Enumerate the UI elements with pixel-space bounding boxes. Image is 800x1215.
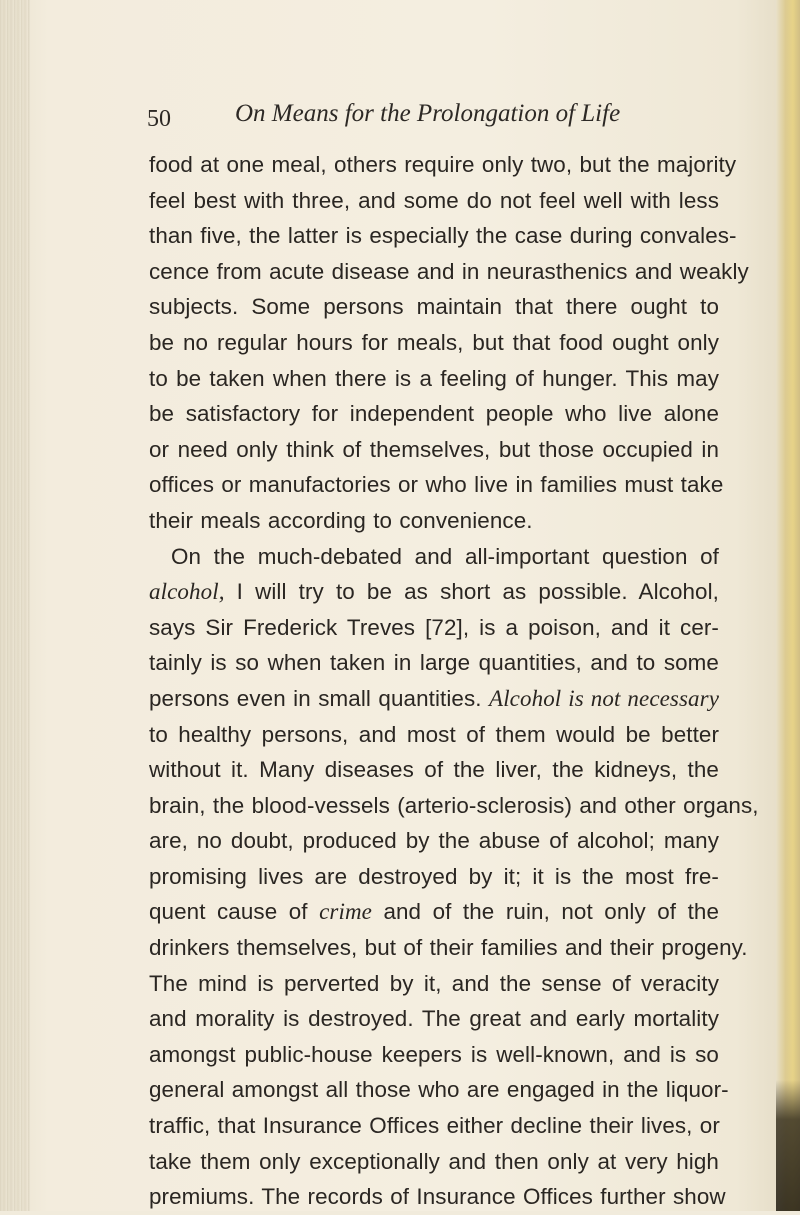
text-line: offices or manufactories or who live in families must take	[149, 472, 724, 498]
text-span: persons even in small quantities.	[149, 685, 482, 711]
italic-word: alcohol,	[149, 579, 225, 605]
text-line: feel best with three, and some do not feel well with less	[149, 187, 719, 213]
italic-phrase: Alcohol is not necessary	[489, 685, 719, 711]
text-line	[149, 681, 719, 717]
page-edge	[776, 0, 800, 1211]
text-line: and morality is destroyed. The great and early mortality	[149, 1006, 719, 1032]
text-line: take them only exceptionally and then only at very high	[149, 1148, 719, 1174]
text-line: tainly is so when taken in large quantities, and to some	[149, 650, 719, 676]
text-line: On the much-debated and all-important question of	[171, 543, 719, 569]
running-head	[147, 100, 727, 140]
text-span: and of the ruin, not only of the	[383, 899, 719, 925]
text-line: than five, the latter is especially the case during convales-	[149, 223, 737, 249]
text-line: to healthy persons, and most of them would be better	[149, 721, 719, 747]
text-line: are, no doubt, produced by the abuse of alcohol; many	[149, 828, 719, 854]
text-span: quent cause of	[149, 899, 308, 925]
body-text	[149, 147, 759, 1215]
text-line	[149, 894, 719, 930]
running-head-title: On Means for the Prolongation of Life	[235, 100, 621, 127]
text-line: brain, the blood-vessels (arterio-sclerosis) and other organs,	[149, 792, 759, 818]
text-line: drinkers themselves, but of their families and their progeny.	[149, 935, 748, 961]
page-edge-shadow	[776, 1080, 800, 1211]
text-line: general amongst all those who are engaged in the liquor-	[149, 1077, 729, 1103]
binding-gutter	[0, 0, 30, 1211]
italic-word: crime	[319, 899, 372, 925]
text-line: premiums. The records of Insurance Offices further show	[149, 1184, 726, 1210]
text-line: traffic, that Insurance Offices either decline their lives, or	[149, 1113, 720, 1139]
text-line: promising lives are destroyed by it; it is the most fre-	[149, 863, 719, 889]
text-line: says Sir Frederick Treves [72], is a poison, and it cer-	[149, 614, 719, 640]
text-line: their meals according to convenience.	[149, 507, 533, 533]
text-line: without it. Many diseases of the liver, the kidneys, the	[149, 757, 719, 783]
text-line: to be taken when there is a feeling of hunger. This may	[149, 365, 719, 391]
text-line	[149, 574, 719, 610]
text-line: The mind is perverted by it, and the sense of veracity	[149, 970, 719, 996]
text-line: amongst public-house keepers is well-known, and is so	[149, 1041, 719, 1067]
text-line: be no regular hours for meals, but that food ought only	[149, 329, 719, 355]
text-line: subjects. Some persons maintain that there ought to	[149, 294, 719, 320]
page-number: 50	[147, 106, 171, 132]
text-line: or need only think of themselves, but those occupied in	[149, 436, 719, 462]
text-line: be satisfactory for independent people who live alone	[149, 401, 719, 427]
text-line: cence from acute disease and in neurasthenics and weakly	[149, 258, 749, 284]
text-span: I will try to be as short as possible. Alcohol,	[236, 579, 719, 605]
text-line: food at one meal, others require only two, but the majority	[149, 152, 737, 177]
